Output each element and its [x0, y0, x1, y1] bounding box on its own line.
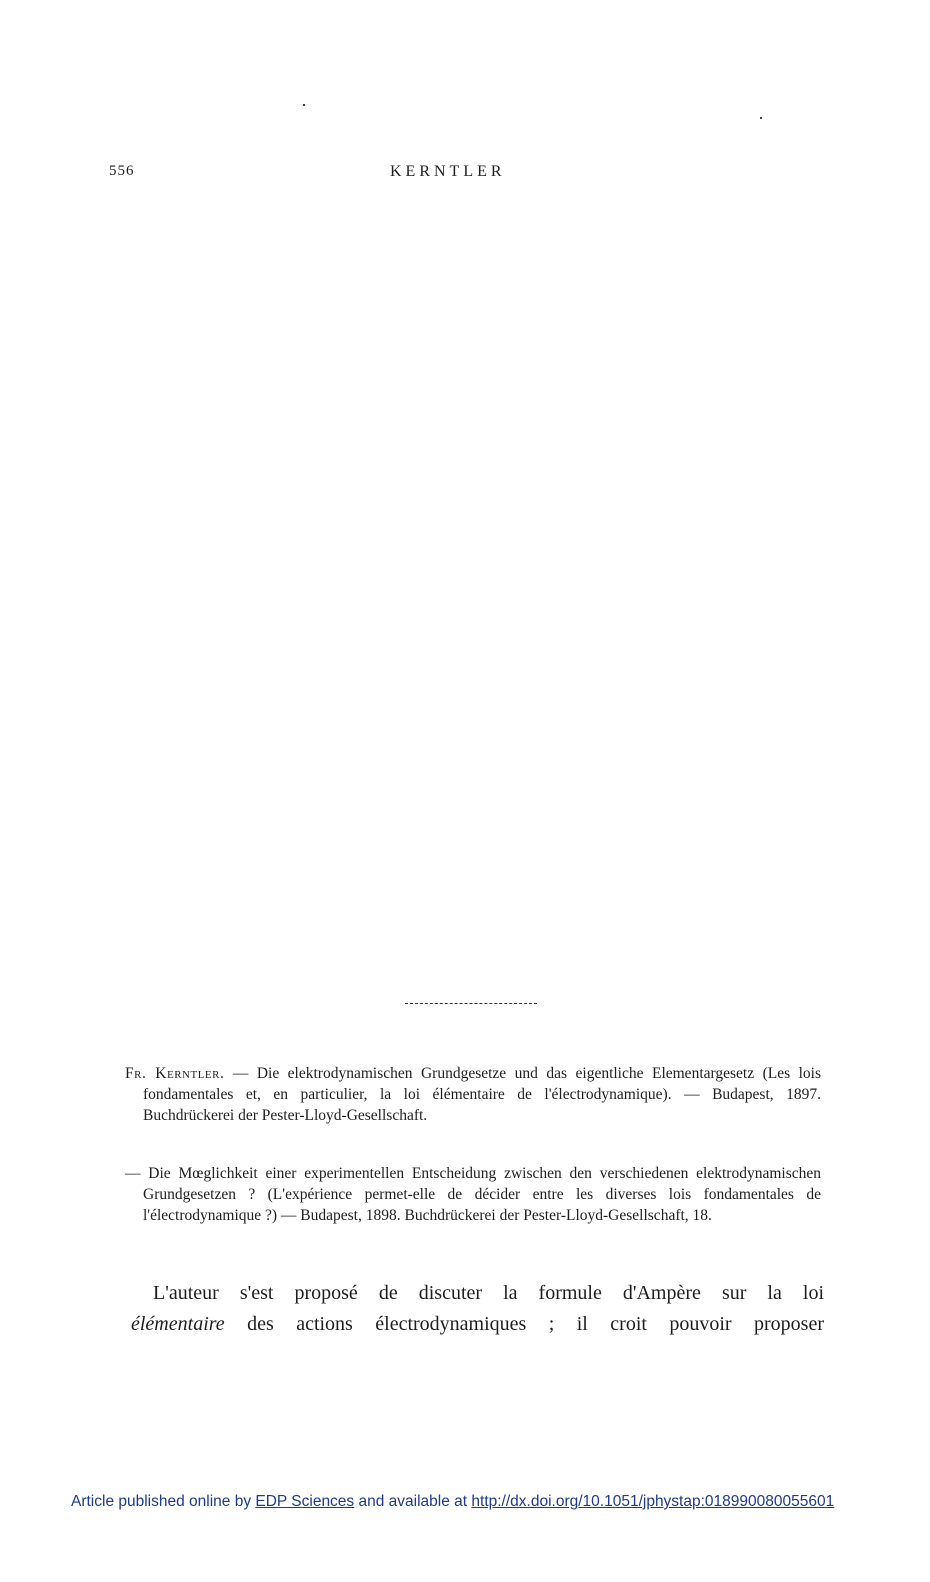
footer-middle: and available at [354, 1493, 472, 1510]
body-line: L'auteur s'est proposé de discuter la formule d'Ampère sur la loi [153, 1282, 824, 1304]
scan-speck [303, 104, 305, 106]
italic-term: élémentaire [131, 1313, 225, 1335]
doi-link[interactable]: http://dx.doi.org/10.1051/jphystap:018990080055601 [471, 1493, 835, 1510]
publisher-link[interactable]: EDP Sciences [255, 1493, 355, 1510]
bibliography-entry [125, 1063, 821, 1126]
section-separator [405, 1003, 537, 1004]
entry-author: Fr. Kerntler. [125, 1065, 225, 1082]
bibliography-entry [125, 1163, 821, 1226]
footer-prefix: Article published online by [71, 1493, 256, 1510]
page-number: 556 [109, 163, 135, 179]
running-head: KERNTLER [390, 163, 506, 180]
entry-text: — Die elektrodynamischen Grundgesetze und das eigentliche Elementargesetz (Les lois fondamentales et, en particulier, la loi élémentaire de l'électrodynamique). — Budapest, 1897. Buchdrückerei der Pester-Lloyd-Gesellschaft. [143, 1065, 821, 1124]
body-line-rest: des actions électrodynamiques ; il croit pouvoir proposer [224, 1313, 824, 1335]
body-paragraph [131, 1278, 824, 1340]
scan-speck [760, 117, 762, 119]
entry-text: — Die Mœglichkeit einer experimentellen Entscheidung zwischen den verschiedenen elektrodynamischen Grundgesetzen ? (L'expérience permet-elle de décider entre les diverses lois fondamentales de l'électrodynamique ?) — Budapest, 1898. Buchdrückerei der Pester-Lloyd-Gesellschaft, 18. [125, 1165, 821, 1224]
publication-footer [71, 1493, 834, 1511]
body-line [131, 1309, 824, 1340]
